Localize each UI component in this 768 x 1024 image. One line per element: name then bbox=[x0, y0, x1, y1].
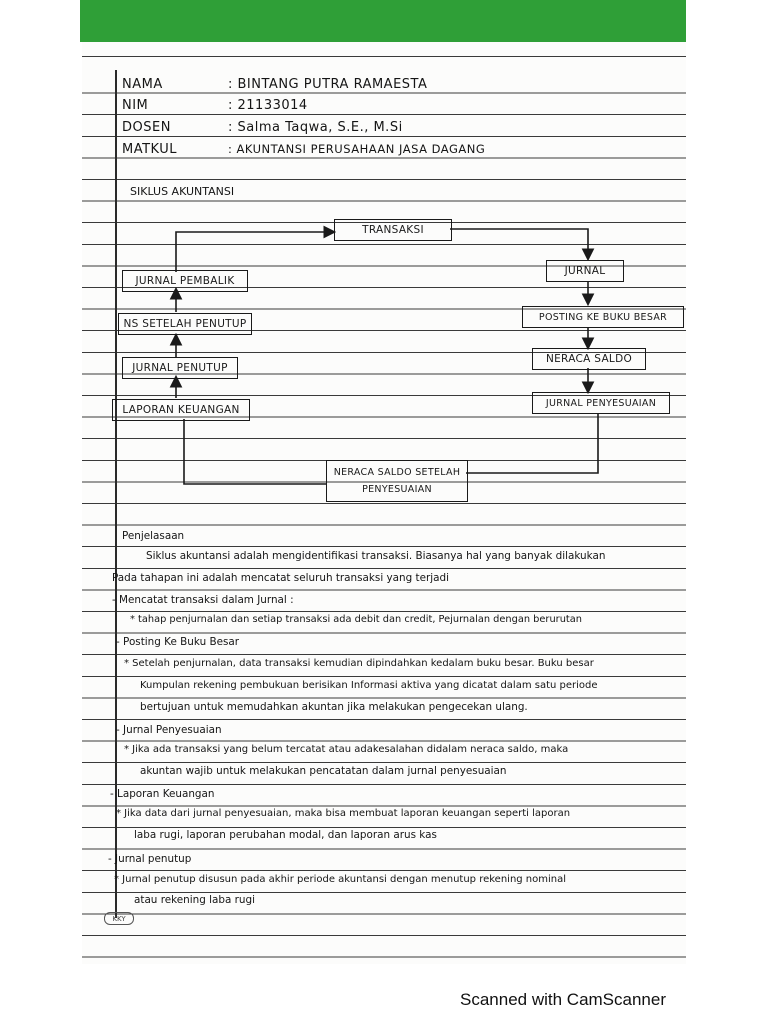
nim-value: : 21133014 bbox=[228, 98, 308, 113]
s5-title: - Jurnal penutup bbox=[108, 853, 192, 865]
notes-heading: Penjelasaan bbox=[122, 530, 185, 542]
s2-line1: * Setelah penjurnalan, data transaksi kemudian dipindahkan kedalam buku besar. Buku besar bbox=[124, 658, 594, 669]
intro-line-1: Siklus akuntansi adalah mengidentifikasi transaksi. Biasanya hal yang banyak dilakukan bbox=[146, 550, 606, 562]
s3-title: - Jurnal Penyesuaian bbox=[116, 724, 222, 736]
neraca-setelah-line2: PENYESUAIAN bbox=[362, 484, 432, 495]
box-neraca-setelah-penyesuaian bbox=[326, 460, 468, 502]
box-ns-setelah-penutup: NS SETELAH PENUTUP bbox=[118, 313, 252, 335]
s4-line1: * Jika data dari jurnal penyesuaian, maka bisa membuat laporan keuangan seperti laporan bbox=[116, 808, 571, 819]
box-neraca-saldo: NERACA SALDO bbox=[532, 348, 646, 370]
s2-line2: Kumpulan rekening pembukuan berisikan Informasi aktiva yang dicatat dalam satu periode bbox=[140, 680, 598, 691]
nama-label: NAMA bbox=[122, 77, 163, 92]
s5-line2: atau rekening laba rugi bbox=[134, 894, 255, 906]
intro-line-2: Pada tahapan ini adalah mencatat seluruh transaksi yang terjadi bbox=[112, 572, 450, 584]
dosen-label: DOSEN bbox=[122, 120, 171, 135]
box-jurnal-pembalik: JURNAL PEMBALIK bbox=[122, 270, 248, 292]
s3-line1: * Jika ada transaksi yang belum tercatat atau adakesalahan didalam neraca saldo, maka bbox=[124, 744, 569, 755]
s4-line2: laba rugi, laporan perubahan modal, dan laporan arus kas bbox=[134, 829, 437, 841]
s1-line1: * tahap penjurnalan dan setiap transaksi ada debit dan credit, Pejurnalan dengan berurutan bbox=[130, 614, 582, 625]
s2-line3: bertujuan untuk memudahkan akuntan jika melakukan pengecekan ulang. bbox=[140, 701, 528, 713]
box-jurnal-penutup: JURNAL PENUTUP bbox=[122, 357, 238, 379]
nama-value: : BINTANG PUTRA RAMAESTA bbox=[228, 77, 428, 92]
s4-title: - Laporan Keuangan bbox=[110, 788, 215, 800]
matkul-value: : AKUNTANSI PERUSAHAAN JASA DAGANG bbox=[228, 142, 486, 156]
s5-line1: * Jurnal penutup disusun pada akhir periode akuntansi dengan menutup rekening nominal bbox=[114, 874, 567, 885]
box-jurnal-penyesuaian: JURNAL PENYESUAIAN bbox=[532, 392, 670, 414]
dosen-value: : Salma Taqwa, S.E., M.Si bbox=[228, 120, 403, 135]
box-jurnal: JURNAL bbox=[546, 260, 624, 282]
diagram-title: SIKLUS AKUNTANSI bbox=[130, 185, 235, 198]
s2-title: - Posting Ke Buku Besar bbox=[116, 636, 240, 648]
box-posting-buku-besar: POSTING KE BUKU BESAR bbox=[522, 306, 684, 328]
neraca-setelah-line1: NERACA SALDO SETELAH bbox=[333, 467, 461, 478]
s3-line2: akuntan wajib untuk melakukan pencatatan dalam jurnal penyesuaian bbox=[140, 765, 507, 777]
nim-label: NIM bbox=[122, 98, 149, 113]
s1-title: - Mencatat transaksi dalam Jurnal : bbox=[112, 594, 294, 606]
matkul-label: MATKUL bbox=[122, 142, 177, 157]
box-transaksi: TRANSAKSI bbox=[334, 219, 452, 241]
box-laporan-keuangan: LAPORAN KEUANGAN bbox=[112, 399, 250, 421]
page-badge: KKY bbox=[104, 912, 134, 925]
camscanner-watermark: Scanned with CamScanner bbox=[460, 990, 667, 1009]
